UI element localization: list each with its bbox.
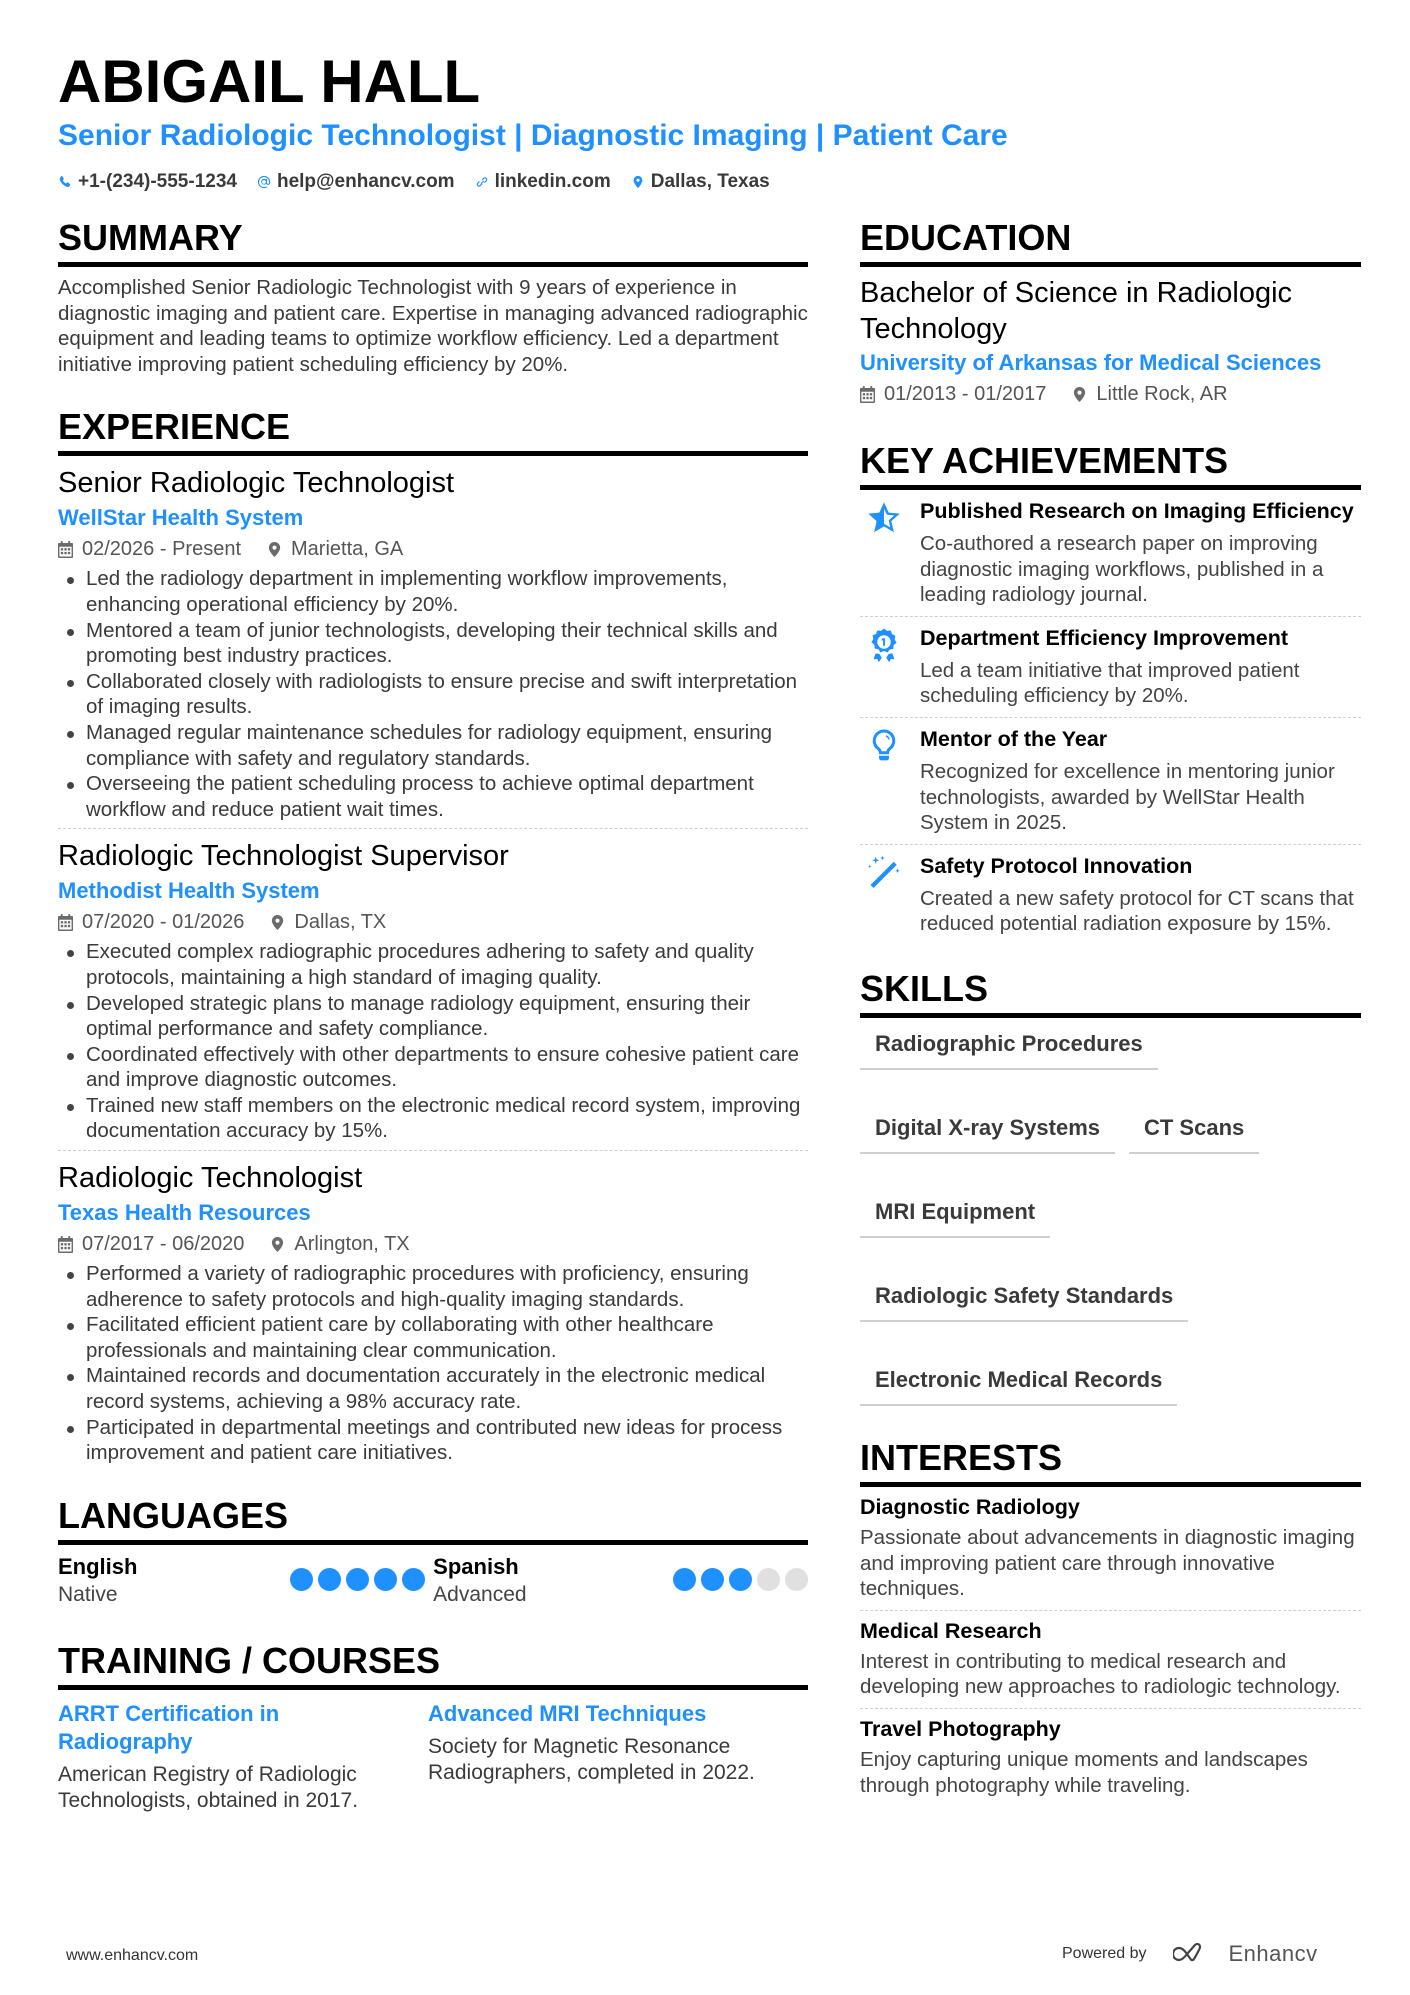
languages-section: [58, 1494, 808, 1609]
job-location-text: Marietta, GA: [291, 538, 404, 561]
interest-title: Medical Research: [860, 1618, 1042, 1643]
dot-filled: [701, 1568, 724, 1591]
section-title-interests: INTERESTS: [860, 1436, 1361, 1487]
education-dates: [860, 379, 1046, 409]
job-location-text: Arlington, TX: [294, 1233, 410, 1256]
map-pin-icon: [270, 914, 285, 931]
dot-filled: [402, 1568, 425, 1591]
job-dates-text: 07/2017 - 06/2020: [82, 1233, 245, 1256]
contact-location: [631, 170, 770, 194]
course-title: ARRT Certification in Radiography: [58, 1700, 280, 1754]
job-title: Radiologic Technologist: [58, 1162, 363, 1195]
brand-name: Enhancv: [1228, 1941, 1318, 1966]
course-description: American Registry of Radiologic Technologists, obtained in 2017.: [58, 1762, 359, 1812]
achievement-description: Recognized for excellence in mentoring junior technologists, awarded by WellStar Health System in 2025.: [920, 759, 1335, 835]
language-level: Advanced: [433, 1582, 527, 1606]
bullet-item: Led the radiology department in implementing workflow improvements, enhancing operational efficiency by 20%.: [58, 566, 808, 617]
website-link[interactable]: www.enhancv.com: [66, 1947, 199, 1964]
bullet-item: Executed complex radiographic procedures adhering to safety and quality protocols, maintaining a high standard of imaging quality.: [58, 939, 808, 990]
job-meta: [58, 907, 808, 937]
achievement-item: [860, 616, 1361, 717]
brand-logo: [1173, 1941, 1318, 1967]
proficiency-dots: [290, 1568, 425, 1591]
dot-filled: [346, 1568, 369, 1591]
map-pin-icon: [270, 1236, 285, 1253]
course-item: [58, 1700, 428, 1814]
bullet-item: Developed strategic plans to manage radiology equipment, ensuring their optimal performance and safety compliance.: [58, 991, 808, 1042]
achievement-item: [860, 844, 1361, 945]
training-section: [58, 1639, 808, 1814]
map-pin-icon: [1072, 386, 1087, 403]
section-title-training: TRAINING / COURSES: [58, 1639, 808, 1690]
interest-title: Travel Photography: [860, 1716, 1061, 1741]
language-item: [433, 1553, 808, 1609]
achievement-description: Led a team initiative that improved patient scheduling efficiency by 20%.: [920, 658, 1300, 708]
interest-description: Interest in contributing to medical research and developing new approaches to radiologic technology.: [860, 1649, 1341, 1699]
phone-icon: [58, 174, 72, 190]
language-item: [58, 1553, 433, 1609]
bullet-item: Coordinated effectively with other departments to ensure cohesive patient care and improve diagnostic outcomes.: [58, 1042, 808, 1093]
interest-title: Diagnostic Radiology: [860, 1494, 1080, 1519]
location-text: Dallas, Texas: [650, 171, 770, 192]
left-column: [58, 216, 808, 1842]
education-section: [860, 216, 1361, 409]
bullet-item: Mentored a team of junior technologists, developing their technical skills and promoting best industry practices.: [58, 618, 808, 669]
interest-description: Enjoy capturing unique moments and landscapes through photography while traveling.: [860, 1747, 1308, 1797]
interest-item: [860, 1487, 1361, 1610]
dot-filled: [318, 1568, 341, 1591]
experience-section: [58, 405, 808, 1471]
job-meta: [58, 534, 808, 564]
interests-section: [860, 1436, 1361, 1806]
education-location: [1072, 379, 1227, 409]
skills-section: [860, 967, 1361, 1406]
job-location: [267, 534, 403, 564]
bullet-item: Performed a variety of radiographic procedures with proficiency, ensuring adherence to safety protocols and high-quality imaging standards.: [58, 1261, 808, 1312]
company-name: Texas Health Resources: [58, 1200, 311, 1226]
skills-list: [860, 1030, 1361, 1406]
summary-text: Accomplished Senior Radiologic Technologist with 9 years of experience in diagnostic imaging and patient care. Expertise in managing advanced radiographic equipment and leading teams to optimize workflow efficiency. Led a department initiative improving patient scheduling efficiency by 20%.: [58, 276, 808, 376]
course-title: Advanced MRI Techniques: [428, 1700, 707, 1726]
job-entry: [58, 828, 808, 1150]
bullet-item: Collaborated closely with radiologists to ensure precise and swift interpretation of imaging results.: [58, 669, 808, 720]
calendar-icon: [58, 541, 73, 558]
summary-section: [58, 216, 808, 377]
section-title-education: EDUCATION: [860, 216, 1361, 267]
job-meta: [58, 1229, 808, 1259]
achievements-section: [860, 439, 1361, 945]
job-dates: [58, 534, 241, 564]
section-title-languages: LANGUAGES: [58, 1494, 808, 1545]
section-title-achievements: KEY ACHIEVEMENTS: [860, 439, 1361, 490]
dot-filled: [729, 1568, 752, 1591]
job-bullets: [58, 1261, 808, 1466]
right-column: [860, 216, 1361, 1834]
job-bullets: [58, 939, 808, 1144]
education-meta: [860, 379, 1361, 409]
job-location: [270, 1229, 409, 1259]
email-text: help@enhancv.com: [276, 171, 455, 192]
calendar-icon: [58, 1236, 73, 1253]
bullet-item: Managed regular maintenance schedules for radiology equipment, ensuring compliance with safety and regulatory standards.: [58, 720, 808, 771]
achievement-item: [860, 717, 1361, 844]
section-title-summary: SUMMARY: [58, 216, 808, 267]
contact-email[interactable]: [257, 170, 455, 194]
education-location-text: Little Rock, AR: [1096, 383, 1228, 405]
job-dates: [58, 907, 244, 937]
achievement-title: Published Research on Imaging Efficiency: [920, 499, 1354, 523]
powered-by[interactable]: [1062, 1941, 1318, 1967]
interest-item: [860, 1610, 1361, 1708]
contact-bar: [58, 170, 770, 194]
achievement-title: Mentor of the Year: [920, 726, 1108, 751]
job-entry: [58, 1150, 808, 1472]
training-list: [58, 1700, 808, 1814]
calendar-icon: [860, 386, 875, 403]
bullet-item: Facilitated efficient patient care by collaborating with other healthcare professionals and maintaining clear communication.: [58, 1312, 808, 1363]
link-icon: [475, 174, 489, 190]
course-description: Society for Magnetic Resonance Radiographers, completed in 2022.: [428, 1734, 755, 1784]
dot-filled: [374, 1568, 397, 1591]
candidate-name: ABIGAIL HALL: [58, 48, 481, 115]
achievement-description: Created a new safety protocol for CT scans that reduced potential radiation exposure by 15%.: [920, 886, 1354, 936]
job-title: Senior Radiologic Technologist: [58, 467, 455, 500]
education-dates-text: 01/2013 - 01/2017: [884, 383, 1047, 405]
contact-phone[interactable]: [58, 170, 237, 194]
dot-empty: [757, 1568, 780, 1591]
skill-tag: CT Scans: [1129, 1114, 1259, 1154]
language-name: English: [58, 1553, 138, 1579]
contact-linkedin[interactable]: [475, 170, 611, 194]
dot-filled: [673, 1568, 696, 1591]
dot-empty: [785, 1568, 808, 1591]
skill-tag: Electronic Medical Records: [860, 1366, 1177, 1406]
achievement-description: Co-authored a research paper on improving diagnostic imaging workflows, published in a leading radiology journal.: [920, 532, 1324, 607]
job-bullets: [58, 566, 808, 822]
language-name: Spanish: [433, 1553, 519, 1579]
enhancv-logo-icon: [1173, 1942, 1219, 1966]
degree-title: Bachelor of Science in Radiologic Technology: [860, 277, 1293, 345]
bullet-item: Maintained records and documentation accurately in the electronic medical record systems, achieving a 98% accuracy rate.: [58, 1363, 808, 1414]
job-dates-text: 02/2026 - Present: [82, 538, 241, 561]
section-title-skills: SKILLS: [860, 967, 1361, 1018]
bullet-item: Trained new staff members on the electronic medical record system, improving documentation accuracy by 15%.: [58, 1093, 808, 1144]
calendar-icon: [58, 914, 73, 931]
dot-filled: [290, 1568, 313, 1591]
course-item: [428, 1700, 808, 1814]
achievement-title: Department Efficiency Improvement: [920, 625, 1288, 650]
skill-tag: Digital X-ray Systems: [860, 1114, 1115, 1154]
lightbulb-icon: [866, 728, 902, 764]
skill-tag: Radiologic Safety Standards: [860, 1282, 1188, 1322]
skill-tag: MRI Equipment: [860, 1198, 1050, 1238]
job-location: [270, 907, 386, 937]
map-pin-icon: [631, 174, 645, 190]
achievement-item: [860, 490, 1361, 616]
linkedin-text: linkedin.com: [494, 171, 611, 192]
phone-text: +1-(234)-555-1234: [78, 171, 237, 192]
award-ribbon-icon: [866, 627, 902, 663]
at-icon: [257, 174, 271, 190]
magic-wand-icon: [866, 855, 902, 891]
powered-by-label: Powered by: [1062, 1945, 1147, 1962]
proficiency-dots: [673, 1568, 808, 1591]
language-level: Native: [58, 1582, 118, 1606]
job-title: Radiologic Technologist Supervisor: [58, 840, 509, 873]
job-dates: [58, 1229, 244, 1259]
achievement-title: Safety Protocol Innovation: [920, 853, 1193, 878]
languages-list: [58, 1553, 808, 1609]
skill-tag: Radiographic Procedures: [860, 1030, 1158, 1070]
headline: Senior Radiologic Technologist | Diagnostic Imaging | Patient Care: [58, 119, 1008, 152]
interest-description: Passionate about advancements in diagnostic imaging and improving patient care through innovative techniques.: [860, 1525, 1355, 1601]
bullet-item: Overseeing the patient scheduling process to achieve optimal department workflow and reduce patient wait times.: [58, 771, 808, 822]
school-name: University of Arkansas for Medical Sciences: [860, 350, 1322, 375]
job-dates-text: 07/2020 - 01/2026: [82, 911, 245, 934]
bullet-item: Participated in departmental meetings and contributed new ideas for process improvement and patient care initiatives.: [58, 1415, 808, 1466]
star-icon: [866, 500, 902, 536]
interest-item: [860, 1708, 1361, 1806]
map-pin-icon: [267, 541, 282, 558]
company-name: Methodist Health System: [58, 878, 320, 904]
job-entry: [58, 456, 808, 828]
company-name: WellStar Health System: [58, 505, 304, 531]
section-title-experience: EXPERIENCE: [58, 405, 808, 456]
job-location-text: Dallas, TX: [294, 911, 387, 934]
